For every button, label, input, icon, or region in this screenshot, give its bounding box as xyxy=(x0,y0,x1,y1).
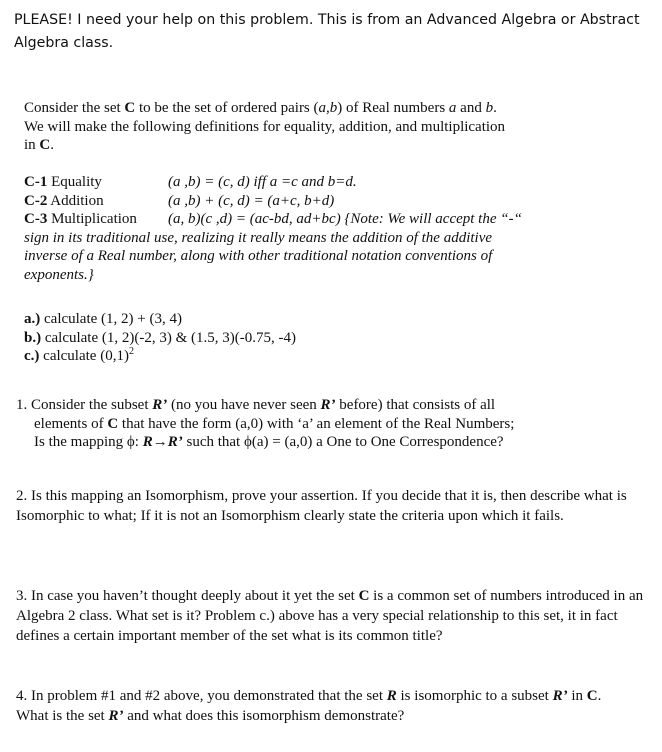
text: . xyxy=(50,137,55,153)
text: calculate (0,1) xyxy=(39,348,129,364)
note-line: inverse of a Real number, along with other traditional notation conventions of xyxy=(24,248,493,264)
set-C: C xyxy=(124,100,136,116)
text: Consider the set xyxy=(24,100,125,116)
text: 4. In problem #1 and #2 above, you demonstrated that the set xyxy=(16,688,387,704)
text: Is the mapping ϕ: xyxy=(34,434,143,450)
set-definition-line-3 xyxy=(24,136,564,155)
text: Multiplication xyxy=(47,211,137,227)
text: and xyxy=(456,100,486,116)
text: C-2 xyxy=(24,192,48,209)
text: is a common set of numbers introduced in an Algebra 2 class. What set is it? Problem c.) above has a very special relationship to this set, it in fact defines a certain important member of the set what is its common title? xyxy=(16,588,644,644)
text: . What is the set xyxy=(16,688,602,724)
text: calculate (1, 2)(-2, 3) & (1.5, 3)(-0.75, -4) xyxy=(41,329,296,346)
text: b.) xyxy=(24,329,42,346)
text: . xyxy=(493,100,497,116)
text: R’ xyxy=(552,688,568,704)
set-definition xyxy=(24,99,564,155)
text: b xyxy=(485,100,494,116)
definition-label xyxy=(24,210,168,229)
definition-multiplication xyxy=(24,210,564,229)
exponent: 2 xyxy=(128,346,134,357)
question-1-line-2 xyxy=(16,415,616,434)
text: ) of Real numbers xyxy=(337,100,449,116)
calculation-problems xyxy=(24,310,564,366)
problem-c xyxy=(24,347,564,366)
text: is isomorphic to a subset xyxy=(396,688,553,704)
note-line: exponents.} xyxy=(24,266,94,283)
text: C-3 xyxy=(24,211,48,227)
question-1-line-3 xyxy=(16,433,616,452)
question-1-line-1 xyxy=(16,396,616,415)
text: in xyxy=(567,688,587,704)
text: C-1 xyxy=(24,174,48,190)
text: (no you have never seen xyxy=(167,397,321,413)
definition-label xyxy=(24,173,168,192)
set-definition-line-2: We will make the following definitions for equality, addition, and multiplication xyxy=(24,118,506,135)
intro-text: PLEASE! I need your help on this problem. This is from an Advanced Algebra or Abstract Algebra class. xyxy=(14,12,640,51)
text: R xyxy=(386,688,397,704)
definition-addition xyxy=(24,192,564,211)
text: R’ xyxy=(152,397,168,413)
text: 3. In case you haven’t thought deeply about it yet the set xyxy=(16,588,359,604)
text: and what does this isomorphism demonstrate? xyxy=(123,708,405,724)
question-4 xyxy=(16,686,636,726)
text: to be the set of ordered pairs ( xyxy=(135,100,319,116)
text: that have the form (a,0) with ‘a’ an element of the Real Numbers; xyxy=(118,415,515,432)
text: R’ xyxy=(108,708,124,724)
definition-rule: (a, b)(c ,d) = (ac-bd, ad+bc) {Note: We will accept the “-“ xyxy=(168,211,522,227)
text: a xyxy=(448,100,457,116)
text: a,b xyxy=(318,100,338,116)
text: Consider the subset xyxy=(27,397,153,413)
text: calculate (1, 2) + (3, 4) xyxy=(40,311,182,327)
text: c.) xyxy=(24,348,40,364)
text: 1. xyxy=(16,397,28,413)
definitions xyxy=(24,173,564,284)
text: a.) xyxy=(24,311,41,327)
text: R→R’ xyxy=(142,434,183,450)
definition-rule: (a ,b) + (c, d) = (a+c, b+d) xyxy=(168,192,335,209)
question-3 xyxy=(16,586,648,646)
text: C xyxy=(586,688,598,704)
set-C: C xyxy=(39,137,51,153)
problem-b xyxy=(24,329,564,348)
definition-rule: (a ,b) = (c, d) iff a =c and b=d. xyxy=(168,174,357,190)
text: before) that consists of all xyxy=(335,397,496,413)
text: in xyxy=(24,137,40,153)
text: Equality xyxy=(47,174,102,190)
text: C xyxy=(358,588,370,604)
text: Addition xyxy=(47,192,104,209)
text: elements of xyxy=(34,415,108,432)
text: such that ϕ(a) = (a,0) a One to One Correspondence? xyxy=(182,434,504,450)
definition-equality xyxy=(24,173,564,192)
problem-a xyxy=(24,310,564,329)
definition-label xyxy=(24,192,168,211)
set-definition-line-1 xyxy=(24,99,564,118)
text: R’ xyxy=(320,397,336,413)
text: C xyxy=(107,415,119,432)
note-line: sign in its traditional use, realizing it really means the addition of the additive xyxy=(24,229,493,246)
question-2: 2. Is this mapping an Isomorphism, prove your assertion. If you decide that it is, then describe what is Isomorphic to what; If it is not an Isomorphism clearly state the criteria upon which it fails. xyxy=(16,488,627,524)
question-1 xyxy=(16,396,616,452)
